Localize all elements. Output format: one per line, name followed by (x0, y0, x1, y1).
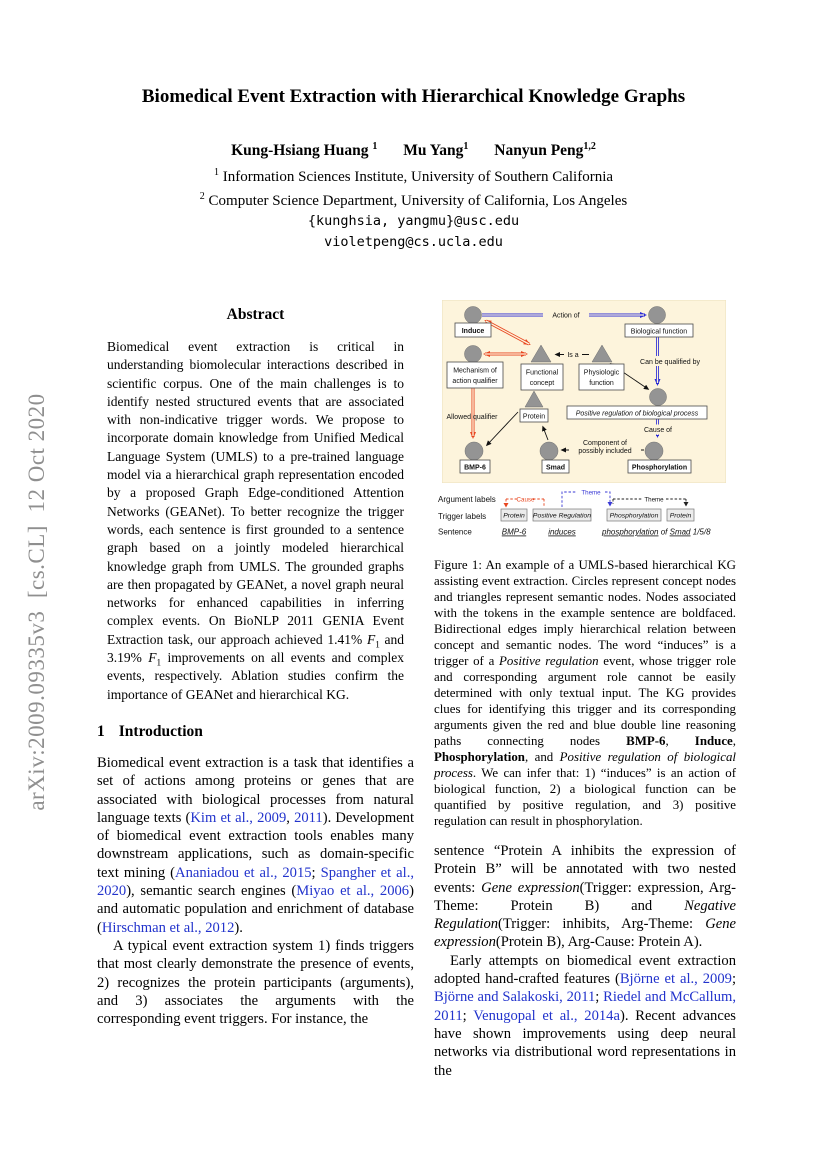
concept-node-phosphorylation (645, 442, 663, 460)
email-line[interactable]: violetpeng@cs.ucla.edu (324, 234, 503, 251)
citation-link[interactable]: Spangher et al., 2020 (97, 864, 414, 900)
legend-row-trigger-labels: Trigger labels (438, 512, 487, 521)
text-segment: ), semantic search engines ( (126, 883, 297, 900)
text-segment: Phosphorylation (434, 750, 525, 764)
node-box-positive-regulation (567, 406, 707, 419)
body-paragraph-early-attempts (434, 952, 736, 1080)
citation-link[interactable]: Riedel and McCallum, 2011 (434, 989, 736, 1024)
text-segment: event, whose trigger role and corresponding argument role cannot be easily determined with only textual input. The KG provides clues for identifying this trigger and its corresponding arguments given the red and blue double line reasoning paths connecting nodes (434, 654, 736, 748)
citation-link[interactable]: Kim et al., 2009 (190, 809, 287, 826)
concept-node-mechanism (465, 346, 482, 363)
arxiv-watermark: arXiv:2009.09335v3 [cs.CL] 12 Oct 2020 (24, 393, 49, 811)
affiliation-text: Information Sciences Institute, University of Southern California (218, 169, 614, 186)
text-segment: (Trigger: expression, Arg-Theme: Protein B) and (434, 879, 736, 914)
citation-link[interactable]: Ananiadou et al., 2015 (175, 864, 312, 881)
figure-1-legend (436, 486, 731, 544)
node-box-smad (542, 460, 569, 473)
author-affil-sup: 1 (372, 141, 378, 152)
citation-link[interactable]: Venugopal et al., 2014a (473, 1007, 620, 1024)
section-title: Introduction (118, 722, 203, 740)
edge-label-component-of (569, 437, 641, 455)
abstract-body (107, 338, 404, 704)
legend-sentence-bmp6: BMP-6 (501, 527, 527, 537)
intro-paragraph-2 (97, 937, 414, 1028)
legend-theme-blue-arrow (562, 490, 613, 508)
svg-text:Protein: Protein (669, 512, 692, 520)
abstract-heading: Abstract (226, 306, 285, 323)
legend-trigger-box-protein-2 (667, 509, 694, 521)
concept-node-biological-function (649, 307, 666, 324)
text-segment: Figure 1: An example of a UMLS-based hierarchical KG assisting event extraction. Circles represent concept nodes and triangles represent semantic nodes. Nodes associated with the tokens in the example sentence are boldfaced. Bidirectional edges imply hierarchical relation between concept and semantic nodes. The word “induces” is a trigger of a (434, 558, 736, 668)
intro-paragraph-1 (97, 754, 414, 937)
node-label-functional-2: concept (529, 380, 555, 387)
text-segment: , and (524, 750, 560, 764)
body-paragraph-continued (434, 842, 736, 952)
text-segment: , (665, 734, 695, 748)
text-segment: ; (595, 989, 604, 1006)
node-box-mechanism (447, 362, 503, 388)
node-label-induce: Induce (461, 328, 485, 335)
legend-sentence-induces: induces (548, 527, 576, 537)
svg-text:Is a: Is a (567, 352, 579, 359)
concept-node-positive-regulation (650, 389, 667, 406)
legend-cause-label: Cause (516, 496, 535, 504)
legend-trigger-box-protein-1 (501, 509, 527, 521)
legend-theme-blue-label: Theme (581, 489, 601, 497)
text-segment: and 3.19% (107, 631, 405, 666)
text-segment: improvements on all events and complex events, respectively. Ablation studies confirm the importance of GEANet and hierarchical KG. (107, 650, 404, 702)
text-segment: ). Recent advances have shown improvements using deep neural networks via distributional word representations in the (434, 1007, 736, 1079)
text-segment: BMP-6 (626, 734, 666, 748)
concept-node-smad (540, 442, 558, 460)
citation-link[interactable]: 2011 (294, 809, 323, 826)
affiliation-text: Computer Science Department, University of California, Los Angeles (204, 193, 628, 210)
node-label-functional-1: Functional (525, 369, 559, 377)
edge-label-is-a (564, 350, 582, 360)
node-label-phosphorylation: Phosphorylation (631, 464, 688, 472)
legend-sentence-phosphorylation-of-smad: phosphorylation of Smad 1/5/8 (602, 527, 711, 537)
legend-row-sentence: Sentence (438, 527, 472, 537)
right-column (434, 300, 736, 1080)
author-line (0, 141, 827, 160)
edge-label-can-be-qualified-by (638, 356, 704, 366)
figure-1-caption (434, 557, 736, 829)
citation-link[interactable]: Björne et al., 2009 (619, 971, 732, 988)
text-segment: ). Development of biomedical event extraction tools enables many downstream applications, such as domain-specific text mining ( (97, 809, 414, 881)
node-label-physiologic-2: function (589, 380, 614, 387)
author-name (231, 142, 377, 159)
text-segment: Biomedical event extraction is a task that identifies a set of actions among proteins or genes that are associated with biological processes from natural language texts ( (97, 754, 414, 826)
node-box-phosphorylation (628, 460, 691, 473)
text-segment: Induce (694, 734, 733, 748)
left-column (97, 300, 414, 1028)
text-segment: ; (462, 1007, 474, 1024)
author-affil-sup: 1,2 (583, 141, 596, 152)
text-segment: , (732, 734, 736, 748)
svg-text:possibly included: possibly included (578, 448, 632, 455)
paper-header (0, 86, 827, 253)
text-segment: 1 (375, 639, 380, 650)
text-segment: sentence “Protein A inhibits the expression of Protein B” will be annotated with two nested events: (434, 843, 736, 896)
author-name (403, 142, 468, 159)
text-segment: ; (311, 864, 321, 881)
legend-trigger-box-positive-regulation (533, 509, 591, 521)
text-segment: Biomedical event extraction is critical in understanding biomolecular interactions described in scientific corpus. One of the main challenges is to identify nested structured events that are associated with non-indicative trigger words. We propose to incorporate domain knowledge from Unified Medical Language System (UMLS) to a pre-trained language model via a hierarchical graph representation encoded by a proposed Graph Edge-conditioned Attention Networks (GEANet). To better recognize the trigger words, each sentence is first grounded to a sentence graph based on a jointly modeled hierarchical knowledge graph from UMLS. The grounded graphs are then propagated by GEANet, a novel graph neural networks for enhanced capabilities in inferring complex events. On BioNLP 2011 GENIA Event Extraction task, our approach achieved 1.41% (107, 339, 404, 647)
text-segment: ) and automatic population and enrichment of database ( (97, 883, 414, 936)
text-segment: (Protein B), Arg-Cause: Protein A). (495, 934, 703, 951)
section-number: 1 (97, 722, 105, 740)
node-label-protein: Protein (522, 413, 546, 421)
legend-theme-black-label: Theme (644, 496, 664, 504)
text-segment: F (366, 631, 376, 647)
legend-theme-black-arrow (613, 497, 689, 507)
svg-text:Action of: Action of (552, 312, 580, 320)
svg-text:Component of: Component of (583, 440, 627, 447)
text-segment: Positive regulation of biological process (434, 750, 736, 780)
svg-text:Can be qualified by: Can be qualified by (640, 359, 700, 366)
text-segment: . We can infer that: 1) “induces” is an action of biological function, 2) a biological function can be quantified by positive regulation, and 3) positive regulation can result in phosphorylation. (434, 766, 736, 828)
legend-row-argument-labels: Argument labels (438, 495, 496, 504)
edge-label-allowed-qualifier: Allowed qualifier (446, 414, 498, 421)
edge-label-cause-of (641, 425, 675, 435)
concept-node-induce (465, 307, 482, 324)
affiliation-sup: 2 (199, 191, 205, 203)
text-segment: (Trigger: inhibits, Arg-Theme: (498, 916, 706, 933)
node-label-physiologic-1: Physiologic (583, 369, 620, 377)
node-box-biological-function (625, 324, 693, 337)
node-label-smad: Smad (545, 464, 566, 472)
edge-label-action-of (543, 310, 589, 320)
affiliation-line (0, 187, 827, 211)
text-segment: F (148, 650, 157, 666)
page-title: Biomedical Event Extraction with Hierarchical Knowledge Graphs (141, 86, 686, 107)
text-segment: Early attempts on biomedical event extraction adopted hand-crafted features ( (434, 952, 736, 988)
email-line[interactable]: {kunghsia, yangmu}@usc.edu (307, 213, 520, 230)
node-box-induce (455, 323, 491, 337)
node-label-mechanism-1: Mechanism of (453, 367, 497, 375)
section-heading-introduction (97, 723, 414, 741)
svg-text:Positive Regulation: Positive Regulation (532, 512, 592, 520)
node-label-bmp6: BMP-6 (464, 464, 486, 472)
text-segment: A typical event extraction system 1) finds triggers that most clearly demonstrate the presence of events, 2) recognizes the protein participants (arguments), and 3) associates the arguments with the corresponding event triggers. For instance, the (97, 937, 414, 1028)
author-affil-sup: 1 (463, 141, 469, 152)
citation-link[interactable]: Miyao et al., 2006 (296, 883, 410, 900)
affiliation-sup: 1 (213, 167, 219, 179)
author-name-text: Mu Yang (403, 142, 464, 160)
citation-link[interactable]: Björne and Salakoski, 2011 (434, 989, 596, 1006)
node-label-positive-regulation: Positive regulation of biological process (575, 410, 699, 418)
text-segment: , (286, 809, 295, 826)
figure-1-diagram (442, 300, 726, 483)
node-box-functional-concept (521, 364, 563, 390)
affiliation-line (0, 163, 827, 187)
author-name-text: Nanyun Peng (494, 142, 584, 160)
text-segment: ; (731, 971, 737, 988)
svg-text:Cause of: Cause of (643, 427, 673, 434)
concept-node-bmp6 (465, 442, 483, 460)
text-segment: Gene expression (434, 916, 736, 951)
citation-link[interactable]: Hirschman et al., 2012 (101, 919, 235, 936)
svg-text:Protein: Protein (503, 512, 525, 520)
text-segment: Gene expression (481, 879, 580, 896)
author-name-text: Kung-Hsiang Huang (231, 142, 369, 160)
legend-cause-arrow (504, 497, 545, 508)
node-box-physiologic-function (579, 364, 624, 390)
node-label-mechanism-2: action qualifier (452, 378, 498, 385)
node-box-bmp6 (460, 460, 490, 473)
text-segment: Positive regulation (499, 654, 599, 668)
node-label-biological-function: Biological function (630, 328, 688, 336)
text-segment: 1 (156, 657, 162, 668)
text-segment: Negative Regulation (434, 897, 736, 933)
text-segment: ). (234, 919, 243, 936)
legend-trigger-box-phosphorylation (607, 509, 661, 521)
author-name (494, 142, 596, 159)
node-box-protein (520, 409, 548, 422)
svg-text:Phosphorylation: Phosphorylation (609, 512, 659, 520)
